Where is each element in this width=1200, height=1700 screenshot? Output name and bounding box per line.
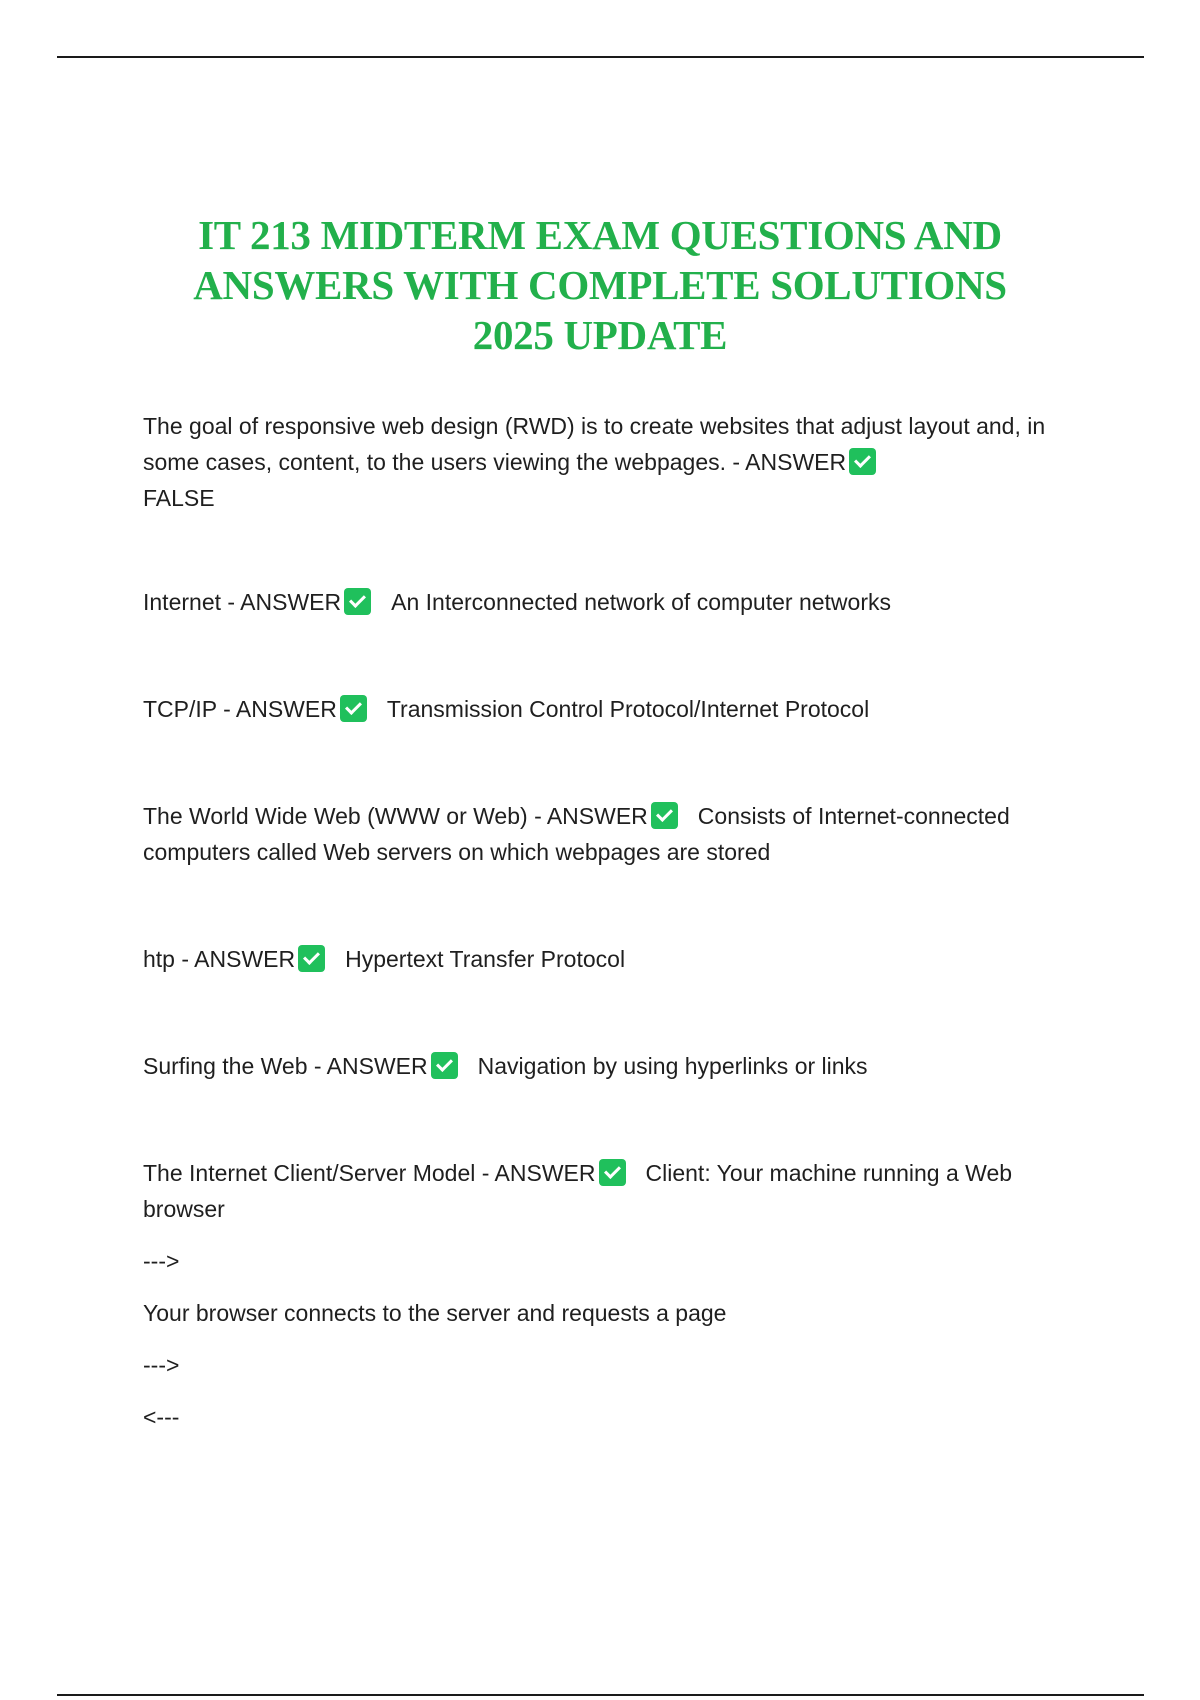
title-line-2: ANSWERS WITH COMPLETE SOLUTIONS xyxy=(193,262,1007,308)
question-text: htp xyxy=(143,946,175,972)
question-text: The Internet Client/Server Model xyxy=(143,1160,476,1186)
answer-marker: - ANSWER xyxy=(223,696,337,722)
answer-text: Transmission Control Protocol/Internet Protocol xyxy=(386,696,870,722)
checkmark-icon xyxy=(431,1052,458,1079)
document-title xyxy=(110,210,1090,360)
question-text: TCP/IP xyxy=(143,696,217,722)
qa-item xyxy=(143,1048,1073,1084)
checkmark-icon xyxy=(340,695,367,722)
title-line-3: 2025 UPDATE xyxy=(472,312,728,358)
continuation-line: ---> xyxy=(143,1248,180,1274)
answer-text: An Interconnected network of computer networks xyxy=(391,589,891,615)
answer-marker: - ANSWER xyxy=(313,1053,428,1079)
checkmark-icon xyxy=(849,448,876,475)
question-text: Internet xyxy=(143,589,221,615)
answer-marker: - ANSWER xyxy=(481,1160,596,1186)
answer-text: Navigation by using hyperlinks or links xyxy=(477,1053,868,1079)
continuation-line: <--- xyxy=(143,1404,180,1430)
answer-marker: - ANSWER xyxy=(227,589,342,615)
bottom-rule xyxy=(57,1694,1144,1696)
answer-marker: - ANSWER xyxy=(181,946,296,972)
question-text: Surfing the Web xyxy=(143,1053,308,1079)
answer-marker: - ANSWER xyxy=(732,449,847,475)
checkmark-icon xyxy=(599,1159,626,1186)
question-text: The goal of responsive web design (RWD) is to create websites that adjust layout and, in some cases, content, to the users viewing the webpages. xyxy=(143,413,1046,475)
continuation-line: Your browser connects to the server and requests a page xyxy=(143,1300,727,1326)
answer-text: Client: Your machine running a Web browser xyxy=(143,1160,1013,1222)
answer-text: Consists of Internet-connected computers called Web servers on which webpages are stored xyxy=(143,803,1010,865)
answer-text: FALSE xyxy=(143,485,215,511)
checkmark-icon xyxy=(651,802,678,829)
title-line-1: IT 213 MIDTERM EXAM QUESTIONS AND xyxy=(198,212,1002,258)
qa-item xyxy=(143,691,1073,727)
continuation-line: ---> xyxy=(143,1352,180,1378)
top-rule xyxy=(57,56,1144,58)
qa-item xyxy=(143,408,1073,516)
qa-item xyxy=(143,584,1073,620)
qa-item xyxy=(143,941,1073,977)
qa-list xyxy=(143,408,1073,1451)
qa-item xyxy=(143,1155,1073,1227)
checkmark-icon xyxy=(344,588,371,615)
answer-text: Hypertext Transfer Protocol xyxy=(345,946,626,972)
question-text: The World Wide Web (WWW or Web) xyxy=(143,803,528,829)
qa-item xyxy=(143,798,1073,870)
answer-marker: - ANSWER xyxy=(534,803,648,829)
checkmark-icon xyxy=(298,945,325,972)
